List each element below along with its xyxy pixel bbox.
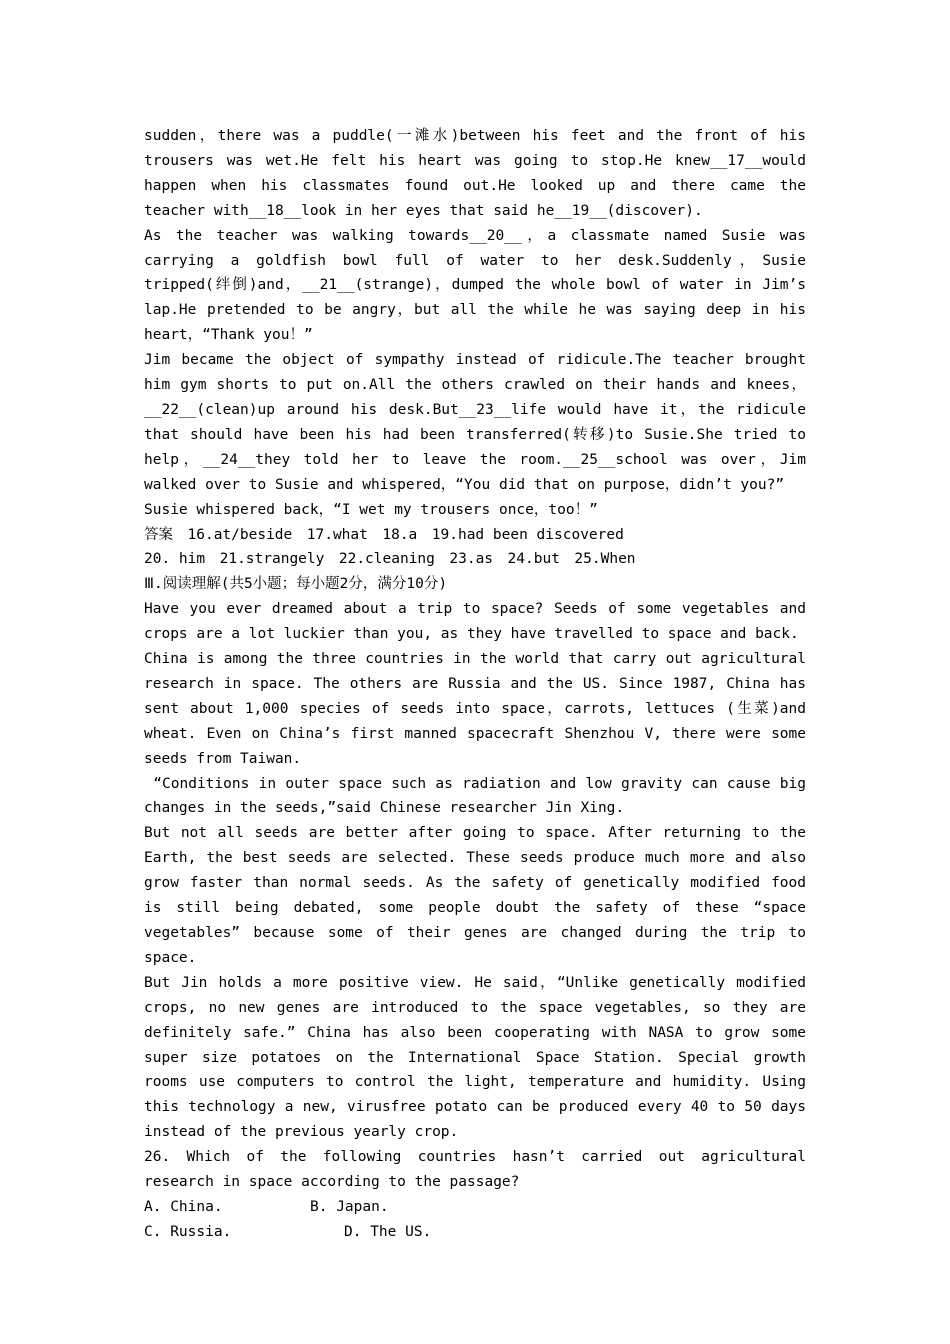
question-26-options-row-1 xyxy=(144,1195,806,1220)
question-26-stem: 26. Which of the following countries hasn’t carried out agricultural research in space according to the passage? xyxy=(144,1149,815,1191)
answer-key-line-1: 答案 16.at/beside 17.what 18.a 19.had been discovered xyxy=(144,526,624,543)
passage2-paragraph-5: But Jin holds a more positive view. He said，“Unlike genetically modified crops, no new genes are introduced to the space vegetables, so they are definitely safe.” China has also been cooperating with NASA to grow some super size potatoes on the International Space Station. Special growth rooms use computers to control the light, temperature and humidity. Using this technology a new, virusfree potato can be produced every 40 to 50 days instead of the previous yearly crop. xyxy=(144,974,815,1141)
passage1-paragraph-4: Susie whispered back，“I wet my trousers once，too！” xyxy=(144,501,598,518)
option-d: D. The US. xyxy=(344,1223,432,1240)
answer-key-line-2: 20. him 21.strangely 22.cleaning 23.as 24.but 25.When xyxy=(144,551,636,568)
passage1-paragraph-2: As the teacher was walking towards__20__，a classmate named Susie was carrying a goldfish bowl full of water to her desk.Suddenly，Susie tripped(绊倒)and，__21__(strange)，dumped the whole bowl of water in Jim’s lap.He pretended to be angry，but all the while he was saying deep in his heart，“Thank you！” xyxy=(144,227,815,344)
option-a: A. China. xyxy=(144,1198,223,1215)
document-page xyxy=(144,124,815,1245)
passage2-paragraph-2: China is among the three countries in the world that carry out agricultural research in space. The others are Russia and the US. Since 1987, China has sent about 1,000 species of seeds into space，carrots, lettuces (生菜)and wheat. Even on China’s first manned spacecraft Shenzhou V, there were some seeds from Taiwan. xyxy=(144,651,815,767)
passage1-paragraph-1: sudden，there was a puddle(一滩水)between his feet and the front of his trousers was wet.He felt his heart was going to stop.He knew__17__would happen when his classmates found out.He looked up and there came the teacher with__18__look in her eyes that said he__19__(discover). xyxy=(144,128,815,219)
option-c: C. Russia. xyxy=(144,1223,232,1240)
passage2-paragraph-1: Have you ever dreamed about a trip to space? Seeds of some vegetables and crops are a lot luckier than you, as they have travelled to space and back. xyxy=(144,601,815,643)
section-heading-reading: Ⅲ.阅读理解(共5小题；每小题2分，满分10分) xyxy=(144,576,448,593)
question-26-options-row-2 xyxy=(144,1220,806,1245)
option-b: B. Japan. xyxy=(310,1198,389,1215)
passage2-paragraph-3: “Conditions in outer space such as radiation and low gravity can cause big changes in the seeds,”said Chinese researcher Jin Xing. xyxy=(144,775,815,817)
passage1-paragraph-3: Jim became the object of sympathy instead of ridicule.The teacher brought him gym shorts to put on.All the others crawled on their hands and knees，__22__(clean)up around his desk.But__23__life would have it，the ridicule that should have been his had been transferred(转移)to Susie.She tried to help，__24__they told her to leave the room.__25__school was over，Jim walked over to Susie and whispered，“You did that on purpose，didn’t you?” xyxy=(144,352,815,493)
passage2-paragraph-4: But not all seeds are better after going to space. After returning to the Earth, the best seeds are selected. These seeds produce much more and also grow faster than normal seeds. As the safety of genetically modified food is still being debated, some people doubt the safety of these “space vegetables” because some of their genes are changed during the trip to space. xyxy=(144,825,815,966)
